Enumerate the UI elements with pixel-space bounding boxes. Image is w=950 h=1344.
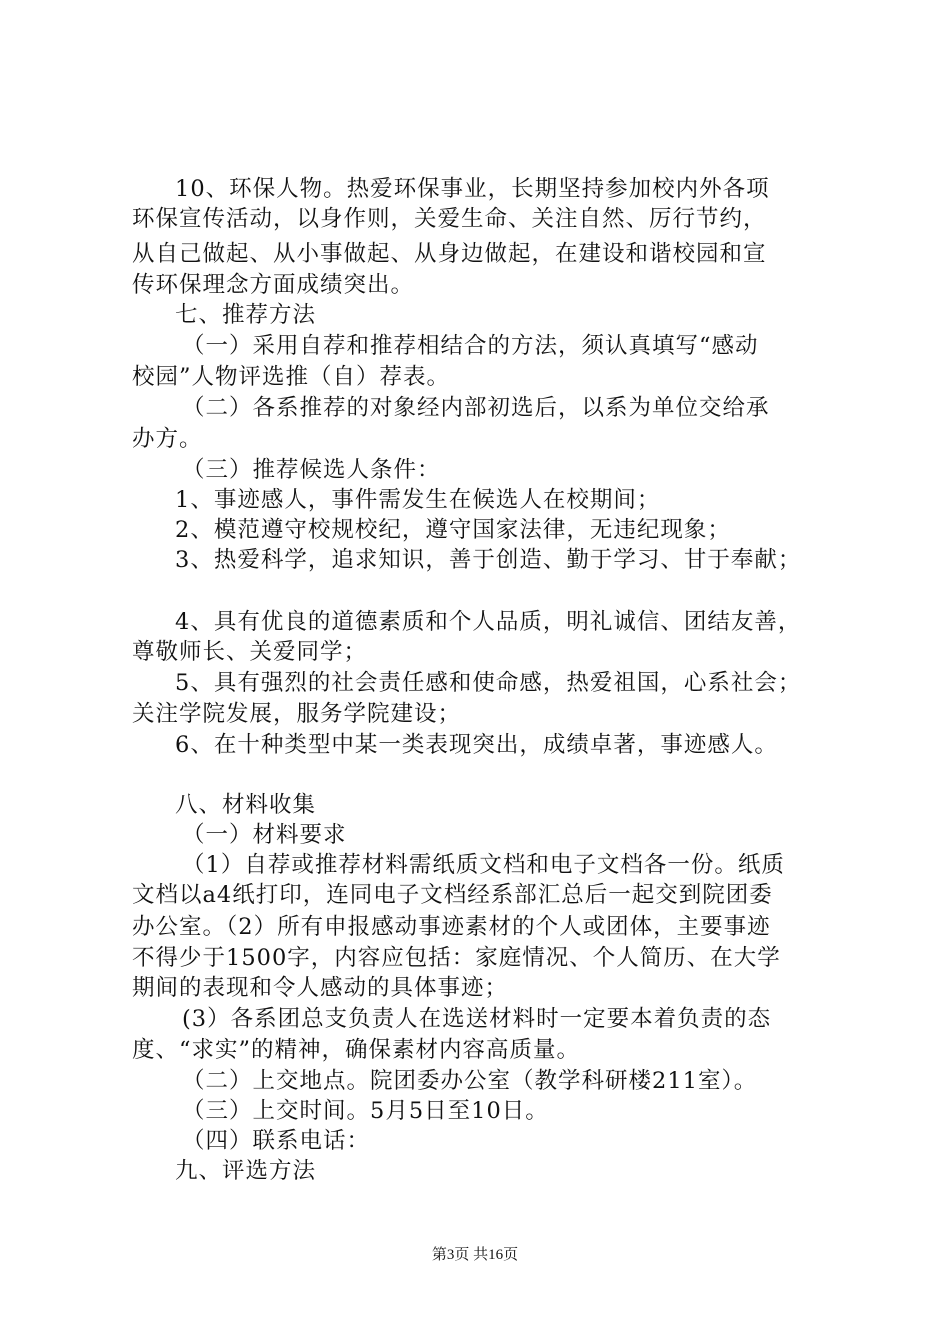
paragraph-line: （三）推荐候选人条件：	[182, 457, 441, 483]
paragraph-line: 关注学院发展，服务学院建设；	[132, 701, 462, 727]
paragraph-line: （三）上交时间。5月5日至10日。	[182, 1098, 549, 1124]
paragraph-line: 期间的表现和令人感动的具体事迹；	[132, 975, 509, 1001]
paragraph-line: 环保宣传活动，以身作则，关爱生命、关注自然、厉行节约，	[132, 206, 767, 232]
paragraph-line: 传环保理念方面成绩突出。	[132, 272, 415, 298]
paragraph-line: （二）各系推荐的对象经内部初选后，以系为单位交给承	[182, 395, 770, 421]
paragraph-line: （1）自荐或推荐材料需纸质文档和电子文档各一份。纸质	[182, 852, 785, 878]
paragraph-line: 办方。	[132, 426, 203, 452]
paragraph-line: （一）采用自荐和推荐相结合的方法，须认真填写“感动	[182, 333, 759, 359]
list-item: 2、模范遵守校规校纪，遵守国家法律，无违纪现象；	[175, 517, 731, 543]
paragraph-line: 尊敬师长、关爱同学；	[132, 639, 368, 665]
paragraph-line: 从自己做起、从小事做起、从身边做起，在建设和谐校园和宣	[132, 241, 767, 267]
paragraph-line: (3）各系团总支负责人在选送材料时一定要本着负责的态	[182, 1006, 772, 1032]
page-footer: 第3页 共16页	[431, 1247, 519, 1263]
subsection-heading: （一）材料要求	[182, 822, 347, 848]
list-item: 5、具有强烈的社会责任感和使命感，热爱祖国，心系社会；	[175, 670, 802, 696]
paragraph-line: 文档以a4纸打印，连同电子文档经系部汇总后一起交到院团委	[132, 882, 773, 908]
paragraph-line: 度、“求实”的精神，确保素材内容高质量。	[132, 1037, 581, 1063]
paragraph-line: 校园”人物评选推（自）荐表。	[132, 364, 451, 390]
list-item: 4、具有优良的道德素质和个人品质，明礼诚信、团结友善，	[175, 609, 802, 635]
paragraph-line: 不得少于1500字，内容应包括：家庭情况、个人简历、在大学	[132, 945, 781, 971]
list-item: 1、事迹感人，事件需发生在候选人在校期间；	[175, 487, 661, 513]
paragraph-line: （二）上交地点。院团委办公室（教学科研楼211室）。	[182, 1068, 758, 1094]
paragraph-line: （四）联系电话：	[182, 1128, 371, 1154]
paragraph-line: 办公室。（2）所有申报感动事迹素材的个人或团体，主要事迹	[132, 914, 771, 940]
section-heading: 八、材料收集	[175, 792, 317, 818]
section-heading: 七、推荐方法	[175, 302, 317, 328]
list-item: 3、热爱科学，追求知识，善于创造、勤于学习、甘于奉献；	[175, 547, 802, 573]
list-item: 6、在十种类型中某一类表现突出，成绩卓著，事迹感人。	[175, 732, 778, 758]
section-heading: 九、评选方法	[175, 1158, 317, 1184]
paragraph-line: 10、环保人物。热爱环保事业，长期坚持参加校内外各项	[175, 176, 770, 202]
